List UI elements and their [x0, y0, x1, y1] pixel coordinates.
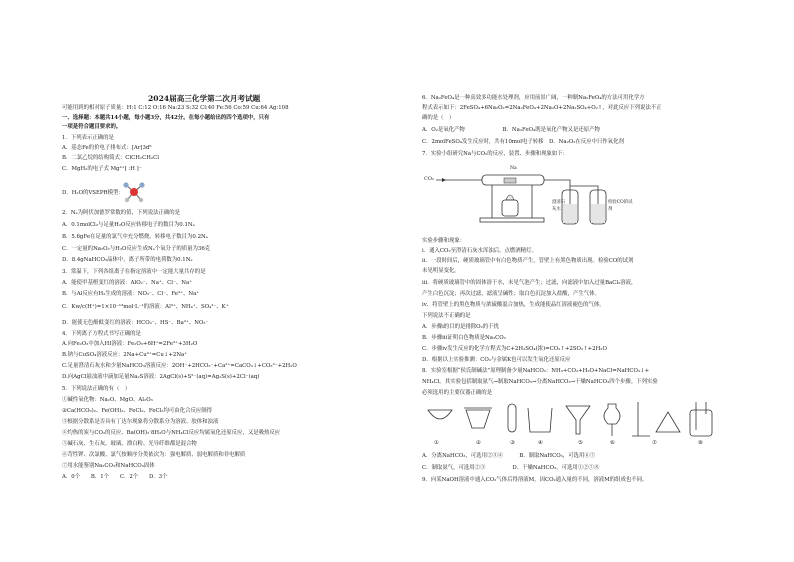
text-line: 一、选择题：本题共14小题，每小题3分，共42分。在每小题给出的四个选项中，只有	[62, 115, 270, 121]
question-2: 2．Nₐ为阿伏加德罗常数的值，下列说法正确的是	[62, 210, 181, 216]
text-line: C．步骤iv发生反应的化学方程式为C+2H₂SO₄(浓)=CO₂↑+2SO₂↑+2H₂O	[422, 346, 607, 352]
instrument-number: ⑧	[698, 440, 703, 446]
text-line: A．能使甲基橙变红的溶液：AlO₂⁻、Na⁺、Cl⁻、Na⁺	[62, 280, 193, 286]
instruments-figure	[422, 400, 752, 444]
na-label: Na	[510, 166, 517, 171]
text-line: C．MgH₂的电子式 Mg²⁺[ :H ]⁻	[62, 166, 142, 172]
text-line: A．0个 B．1个 C．2个 D．3个	[62, 474, 168, 480]
question-9: 9．向某NaOH溶液中通入CO₂气体后得溶液M，因CO₂通入量的不同，溶液M的组成也不同。	[422, 477, 648, 483]
question-8: 8．实验室根据“侯氏制碱法”原理制备少量NaHCO₃：NH₃+CO₂+H₂O+NaCl=NaHCO₃↓+	[422, 368, 650, 374]
instrument-number: ⑥	[610, 440, 615, 446]
instrument-number: ③	[510, 440, 515, 446]
instrument-number: ⑦	[652, 440, 657, 446]
text-line: 确的是（ ）	[422, 115, 455, 121]
text-line: A．基态Fe的价电子排布式：[Ar]3d⁶	[62, 145, 152, 151]
text-line: 一项是符合题目要求的。	[62, 124, 122, 130]
instrument-number: ②	[476, 440, 481, 446]
text-line: ④灼热的炭与CO₂的反应、Ba(OH)₂·8H₂O与NH₄Cl反应均属氧化还原反应，又是吸热反应	[62, 430, 281, 436]
question-4: 4．下列离子方程式书写正确的是	[62, 331, 141, 337]
text-line: i．通入CO₂至澄清石灰水浑浊后，点燃酒精灯。	[422, 248, 537, 254]
text-line: NH₄Cl。其实验包括制取氨气→制取NaHCO₃→分离NaHCO₃→干燥NaHCO₃四个步骤。下列实验	[422, 379, 658, 385]
limewater-label: 澄清石灰水	[552, 200, 566, 212]
co-reagent-label: 检验CO的试剂	[608, 200, 633, 212]
question-7: 7．实验小组研究Na与CO₂的反应，装置、步骤和现象如下：	[422, 151, 569, 157]
text-line: iv．将管壁上的黑色物质与浓硫酸混合加热，生成能使品红溶液褪色的气体。	[422, 302, 605, 308]
text-line: B．与Al反应有H₂生成的溶液：NO₃⁻、Cl⁻、Fe³⁺、Na⁺	[62, 291, 200, 297]
question-5: 5．下列说法正确的有（ ）	[62, 386, 131, 392]
question-6: 6．Na₂FeO₄是一种高效多功能水处理剂，应用前景广阔，一种制Na₂FeO₄的方法可用化学方	[422, 95, 645, 101]
text-line: C．Kw/c(H⁺)=1×10⁻¹³mol·L⁻¹的溶液：Al³⁺、NH₄⁺、SO₄²⁻、K⁺	[62, 304, 229, 310]
text-line: C．制取氨气，可选用②③ D．干燥NaHCO₃，可选用①②⑦⑧	[422, 465, 600, 471]
text-line: A．步骤i的目的是排除O₂的干扰	[422, 324, 499, 330]
question-1: 1．下列表示正确的是	[62, 135, 114, 141]
apparatus-diagram	[422, 160, 622, 238]
text-line: 下列说法不正确的是	[422, 313, 471, 319]
text-line: ③根据分散系是否具有丁达尔现象将分散系分为溶液、胶体和浊液	[62, 419, 219, 425]
text-line: B．5.6gFe在足量的氯气中充分燃烧，转移电子数目为0.2Nₐ	[62, 234, 208, 240]
text-line: 可能用到的相对原子质量：H:1 C:12 O:16 Na:23 S:32 Cl:40 Fe:56 Co:59 Cu:64 Ag:108	[62, 105, 289, 111]
text-line: ⑤碱石灰、生石灰、玻璃、漂白粉、光导纤维都是混合物	[62, 441, 197, 447]
text-line: A.向Fe₂O₃中加入HI溶液：Fe₂O₃+6H⁺=2Fe³⁺+3H₂O	[62, 341, 198, 347]
text-line: 未见明显变化。	[422, 268, 460, 274]
text-line: D．根据以上实验推测：CO₂与金属K也可以发生氧化还原反应	[422, 357, 571, 363]
text-line: ①碱性氧化物：Na₂O、MgO、Al₂O₃	[62, 397, 153, 403]
text-line: C．2molFeSO₄发生反应时，共有10mol电子转移 D．Na₂O₂在反应中只作氧化剂	[422, 139, 624, 145]
text-line: A．0.1molCl₂与足量H₂O反应转移电子的数目为0.1Nₐ	[62, 222, 195, 228]
text-line: 必须选用的主要仪器正确的是	[422, 390, 493, 396]
text-line: C.足量澄清石灰水和少量NaHCO₃溶液反应：2OH⁻+2HCO₃⁻+Ca²⁺=CaCO₃↓+CO₃²⁻+2H₂O	[62, 363, 297, 369]
question-3: 3．常温下，下列各组离子在指定溶液中一定能大量共存的是	[62, 269, 206, 275]
co2-label: CO₂	[424, 176, 434, 182]
text-line: ②Ca(HCO₃)₂、Fe(OH)₃、FeCl₂、FeCl₃均可由化合反应制得	[62, 408, 213, 414]
instrument-number: ①	[434, 440, 439, 446]
instrument-number: ⑤	[578, 440, 583, 446]
text-line: B.钠与CuSO₄溶液反应：2Na+Cu²⁺=Cu↓+2Na⁺	[62, 352, 188, 358]
text-line: 实验步骤和现象：	[422, 238, 466, 244]
text-line: D．能使无色酚酞变红的溶液：HCO₃⁻、HS⁻、Ba²⁺、NO₃⁻	[62, 320, 209, 326]
text-line: A．分离NaHCO₃，可选用②③④ B．制取NaHCO₃，可选用⑥⑦	[422, 453, 596, 459]
exam-title: 2024届高三化学第二次月考试题	[148, 94, 261, 103]
text-line: B．步骤iii证明白色物质是Na₂CO₃	[422, 335, 506, 341]
text-line: 产生白色沉淀；再次过滤，滤液呈碱性；取白色沉淀加入盐酸，产生气体。	[422, 291, 600, 297]
text-line: D．H₂O的VSEPR模型：	[62, 190, 124, 196]
text-line: iii．将硬质玻璃管中的固体溶于水，未见气泡产生；过滤，向滤液中加入过量BaCl₂溶液，	[422, 280, 637, 286]
text-line: 程式表示如下：2FeSO₄+6Na₂O₂=2Na₂FeO₄+2Na₂O+2Na₂SO₄+O₂↑，对此反应下列说法不正	[422, 105, 662, 111]
text-line: D.向AgCl悬浊液中滴加足量Na₂S溶液：2AgCl(s)+S²⁻(aq)=Ag₂S(s)+2Cl⁻(aq)	[62, 374, 260, 380]
text-line: D．8.4gNaHCO₃晶体中，离子所带的电荷数为0.1Nₐ	[62, 257, 193, 263]
vsepr-model-image	[122, 180, 146, 204]
text-line: C．一定量的Na₂O₂与H₂O反应生成Nₐ个氧分子的质量为36克	[62, 246, 211, 252]
text-line: ⑦用水能鉴别Na₂CO₃和NaHCO₃固体	[62, 463, 155, 469]
instrument-number: ④	[538, 440, 543, 446]
text-line: ⑥苛性钾、次氯酸、氯气按顺序分类依次为：强电解质、弱电解质和非电解质	[62, 452, 246, 458]
text-line: ii．一段时间后，硬质玻璃管中有白色物质产生，管壁上有黑色物质出现。检验CO的试剂	[422, 258, 634, 264]
text-line: A．O₂是氧化产物 B．Na₂FeO₄既是氧化产物又是还原产物	[422, 127, 600, 133]
text-line: B．二氯乙烷的结构简式：ClCH₂CH₂Cl	[62, 155, 159, 161]
